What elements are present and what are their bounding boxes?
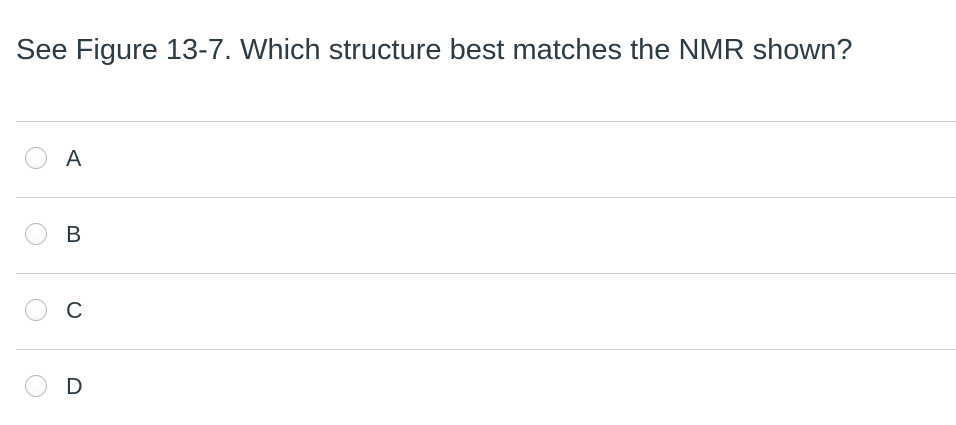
radio-button-a[interactable] xyxy=(25,147,47,169)
answer-label-a: A xyxy=(66,145,82,171)
answer-option-b[interactable] xyxy=(16,197,956,273)
answer-label-b: B xyxy=(66,221,82,247)
radio-button-c[interactable] xyxy=(25,299,47,321)
answer-label-c: C xyxy=(66,297,83,323)
answer-option-d[interactable] xyxy=(16,349,956,425)
radio-button-d[interactable] xyxy=(25,375,47,397)
question-text: See Figure 13-7. Which structure best matches the NMR shown? xyxy=(16,34,853,66)
answer-label-d: D xyxy=(66,373,83,399)
radio-button-b[interactable] xyxy=(25,223,47,245)
answer-option-c[interactable] xyxy=(16,273,956,349)
answer-list xyxy=(16,121,956,425)
answer-option-a[interactable] xyxy=(16,121,956,197)
